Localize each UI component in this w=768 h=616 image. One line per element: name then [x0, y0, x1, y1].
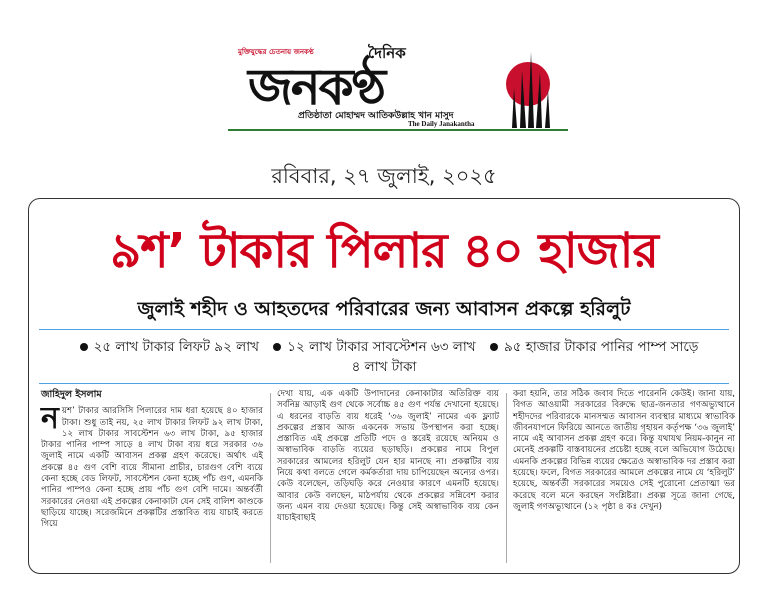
drop-cap: ন: [41, 401, 59, 437]
column-divider: [506, 393, 507, 563]
headline: ৯শ’ টাকার পিলার ৪০ হাজার: [110, 223, 658, 279]
masthead-tagline: মুক্তিযুদ্ধের চেতনায় জনকণ্ঠ: [238, 48, 314, 56]
masthead-founder: প্রতিষ্ঠাতা মোহাম্মদ আতিকউল্লাহ খান মাসুদ: [298, 111, 454, 121]
publication-date: রবিবার, ২৭ জুলাই, ২০২৫: [271, 164, 497, 188]
masthead-rule: [228, 129, 568, 131]
divider: [39, 329, 729, 330]
highlight-bullets: [69, 337, 699, 377]
column-text: করা হয়নি, তার সঠিক জবাব দিতে পারেননি কেউই। জানা যায়, বিগত আওয়ামী সরকারের বিরুদ্ধে ছাত্র-জনতার গণঅভ্যুত্থানে শহীদদের পরিবারকে মানসম্মত আবাসন ব্যবস্থার মাধ্যমে স্বাভাবিক জীবনযাপনে ফিরিয়ে আনতে জাতীয় গৃহায়ন কর্তৃপক্ষ ‘৩৬ জুলাই’ নামে এই আবাসন প্রকল্প গ্রহণ করে। কিন্তু যথাযথ নিয়ম-কানুন না মেনেই প্রকল্পটি বাস্তবায়নের প্রচেষ্টা হচ্ছে বলে অভিযোগ উঠেছে। এমনকি প্রকল্পের বিভিন্ন ব্যয়ের ক্ষেত্রেও অস্বাভাবিক দর প্রস্তাব করা হয়েছে। ফলে, বিগত সরকারের আমলে প্রকল্পের নামে যে ‘হরিলুট’ হয়েছে, অন্তর্বর্তী সরকারের সময়েও সেই পুরোনো প্রেতাত্মা ভর করেছে বলে মনে করছেন সংশ্লিষ্টরা। প্রকল্প সূত্রে জানা গেছে, জুলাই গণঅভ্যুত্থানে (১২ পৃষ্ঠা ৪ কঃ দেখুন): [513, 389, 735, 512]
bullet-item: ৯৫ হাজার টাকার পানির পাম্প সাড়ে ৪ লাখ টাকা: [351, 339, 699, 375]
article-body: [41, 389, 735, 569]
article-card: [28, 198, 740, 574]
masthead-english-name: The Daily Janakantha: [408, 120, 475, 128]
byline: জাহিদুল ইসলাম: [41, 389, 102, 400]
article-column-2: [277, 389, 499, 525]
column-text: দেখা যায়, এক একটি উপাদানের কেনাকাটার অতিরিক্ত ব্যয় সর্বনিম্ন আড়াই গুণ থেকে সর্বোচ্চ ৪৫ গুণ পর্যন্ত দেখানো হয়েছে। এ ধরনের বাড়তি ব্যয় ধরেই ‘৩৬ জুলাই’ নামের এক ফ্ল্যাট প্রকল্পের প্রস্তাব আজ একনেক সভায় উপস্থাপন করা হচ্ছে। প্রস্তাবিত এই প্রকল্পে প্রতিটি পদে ও স্তরেই রয়েছে অনিয়ম ও অস্বাভাবিক বাড়তি ব্যয়ের ছড়াছড়ি। প্রকল্পের নামে বিপুল সরকারের আমলের হরিলুট যেন হার মানছে না। প্রকল্পটির ব্যয় নিয়ে কথা বলতে গেলে কর্মকর্তারা দায় চাপিয়েছেন অন্যের ওপর। কেউ বলেছেন, তড়িঘড়ি করে নেওয়ার কারণে এমনটি হয়েছে। আবার কেউ বলছেন, মাঠপর্যায় থেকে প্রকল্পের সন্নিবেশ করার জন্য এমন ব্যয় দেওয়া হয়েছে। কিন্তু সেই অস্বাভাবিক ব্যয় কেন যাচাইবাছাই: [277, 389, 499, 524]
article-column-1: [41, 389, 263, 531]
masthead-title: জনকণ্ঠ: [248, 57, 385, 116]
subheadline: জুলাই শহীদ ও আহতদের পরিবারের জন্য আবাসন প্রকল্পে হরিলুট: [137, 298, 631, 320]
martyrs-monument-icon: [496, 50, 566, 130]
bullet-dot-icon: [490, 343, 498, 351]
bullet-dot-icon: [273, 343, 281, 351]
bullet-item: ১২ লাখ টাকার সাবস্টেশন ৬৩ লাখ: [287, 339, 476, 355]
masthead-daily: দৈনিক: [368, 44, 406, 62]
divider: [39, 383, 729, 384]
bullet-item: ২৫ লাখ টাকার লিফট ৯২ লাখ: [93, 339, 259, 355]
masthead: [228, 40, 568, 132]
article-column-3: [513, 389, 735, 513]
column-divider: [270, 393, 271, 563]
bullet-dot-icon: [80, 343, 88, 351]
column-text: য়শ’ টাকার আরসিসি পিলারের দাম ধরা হয়েছে ৪০ হাজার টাকা। শুধু তাই নয়, ২৫ লাখ টাকার লিফট ৯২ লাখ টাকা, ১২ লাখ টাকার সাবস্টেশন ৬৩ লাখ টাকা, ৯৫ হাজার টাকার পানির পাম্প সাড়ে ৪ লাখ টাকা ব্যয় ধরে সরকার ৩৬ জুলাই নামে একটি আবাসন প্রকল্প গ্রহণ করেছে। অর্থাৎ এই প্রকল্পে ৪৫ গুণ বেশি ব্যয়ে সীমানা প্রাচীর, চারগুণ বেশি ব্যয়ে কেনা হচ্ছে বেড লিফট, সাবস্টেশন কেনা হচ্ছে পাঁচ গুণ, এমনকি পানির পাম্পও কেনা হচ্ছে প্রায় পাঁচ গুণ বেশি দামে। অন্তর্বর্তী সরকারের নেওয়া এই প্রকল্পের কেনাকাটা যেন সেই বালিশ কাণ্ডকে ছাড়িয়ে যাচ্ছে। সরেজমিনে প্রকল্পটির প্রস্তাবিত ব্যয় যাচাই করতে গিয়ে: [41, 406, 263, 530]
